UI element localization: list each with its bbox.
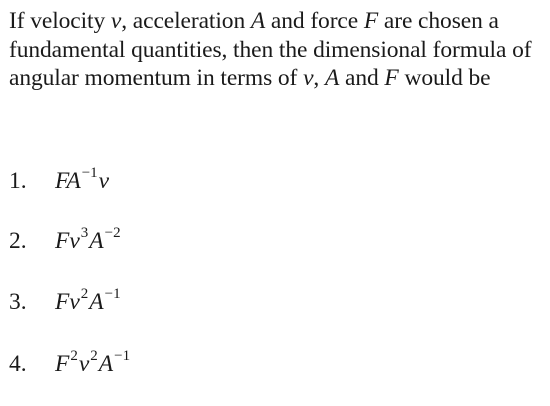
formula-base: A — [89, 289, 104, 315]
variable-v: v — [303, 65, 314, 91]
question-text-part: are chosen a fundamental quantities, then the dimensional formula of angular momentum in terms of — [9, 8, 532, 91]
question-text-part: , acceleration — [121, 8, 251, 34]
question-text-part: would be — [398, 65, 491, 91]
formula-base: v — [98, 168, 110, 194]
formula-base: Fv — [55, 289, 80, 315]
formula-exponent: 2 — [90, 348, 98, 365]
formula-base: FA — [55, 168, 81, 194]
variable-a: A — [324, 65, 340, 91]
formula-exponent: −1 — [104, 286, 121, 303]
option-formula — [55, 348, 131, 378]
option-number: 3. — [9, 289, 27, 315]
option-4[interactable] — [9, 348, 131, 385]
question-text-part: and force — [265, 8, 364, 34]
variable-f: F — [384, 65, 399, 91]
question-text-part: , — [313, 65, 325, 91]
formula-exponent: 3 — [80, 225, 89, 242]
formula-exponent: 2 — [80, 286, 89, 303]
formula-exponent: −1 — [81, 165, 98, 182]
formula-exponent: 2 — [70, 348, 78, 365]
option-formula — [55, 165, 110, 195]
formula-exponent: −1 — [114, 348, 131, 365]
option-number: 2. — [9, 228, 27, 254]
formula-base: A — [89, 228, 104, 254]
option-formula — [55, 225, 122, 255]
option-number: 4. — [9, 351, 27, 377]
formula-base: F — [55, 351, 70, 377]
question-text — [9, 7, 547, 93]
option-number: 1. — [9, 168, 27, 194]
formula-base: A — [98, 351, 114, 377]
option-3[interactable] — [9, 286, 122, 323]
question-text-part: If velocity — [9, 8, 111, 34]
formula-exponent: −2 — [104, 225, 121, 242]
option-1[interactable] — [9, 165, 110, 202]
variable-f: F — [363, 8, 379, 34]
variable-a: A — [250, 8, 266, 34]
formula-base: v — [78, 351, 90, 377]
option-2[interactable] — [9, 225, 122, 262]
question-text-part: and — [339, 65, 385, 91]
variable-v: v — [110, 8, 122, 34]
formula-base: Fv — [55, 228, 80, 254]
option-formula — [55, 286, 122, 316]
